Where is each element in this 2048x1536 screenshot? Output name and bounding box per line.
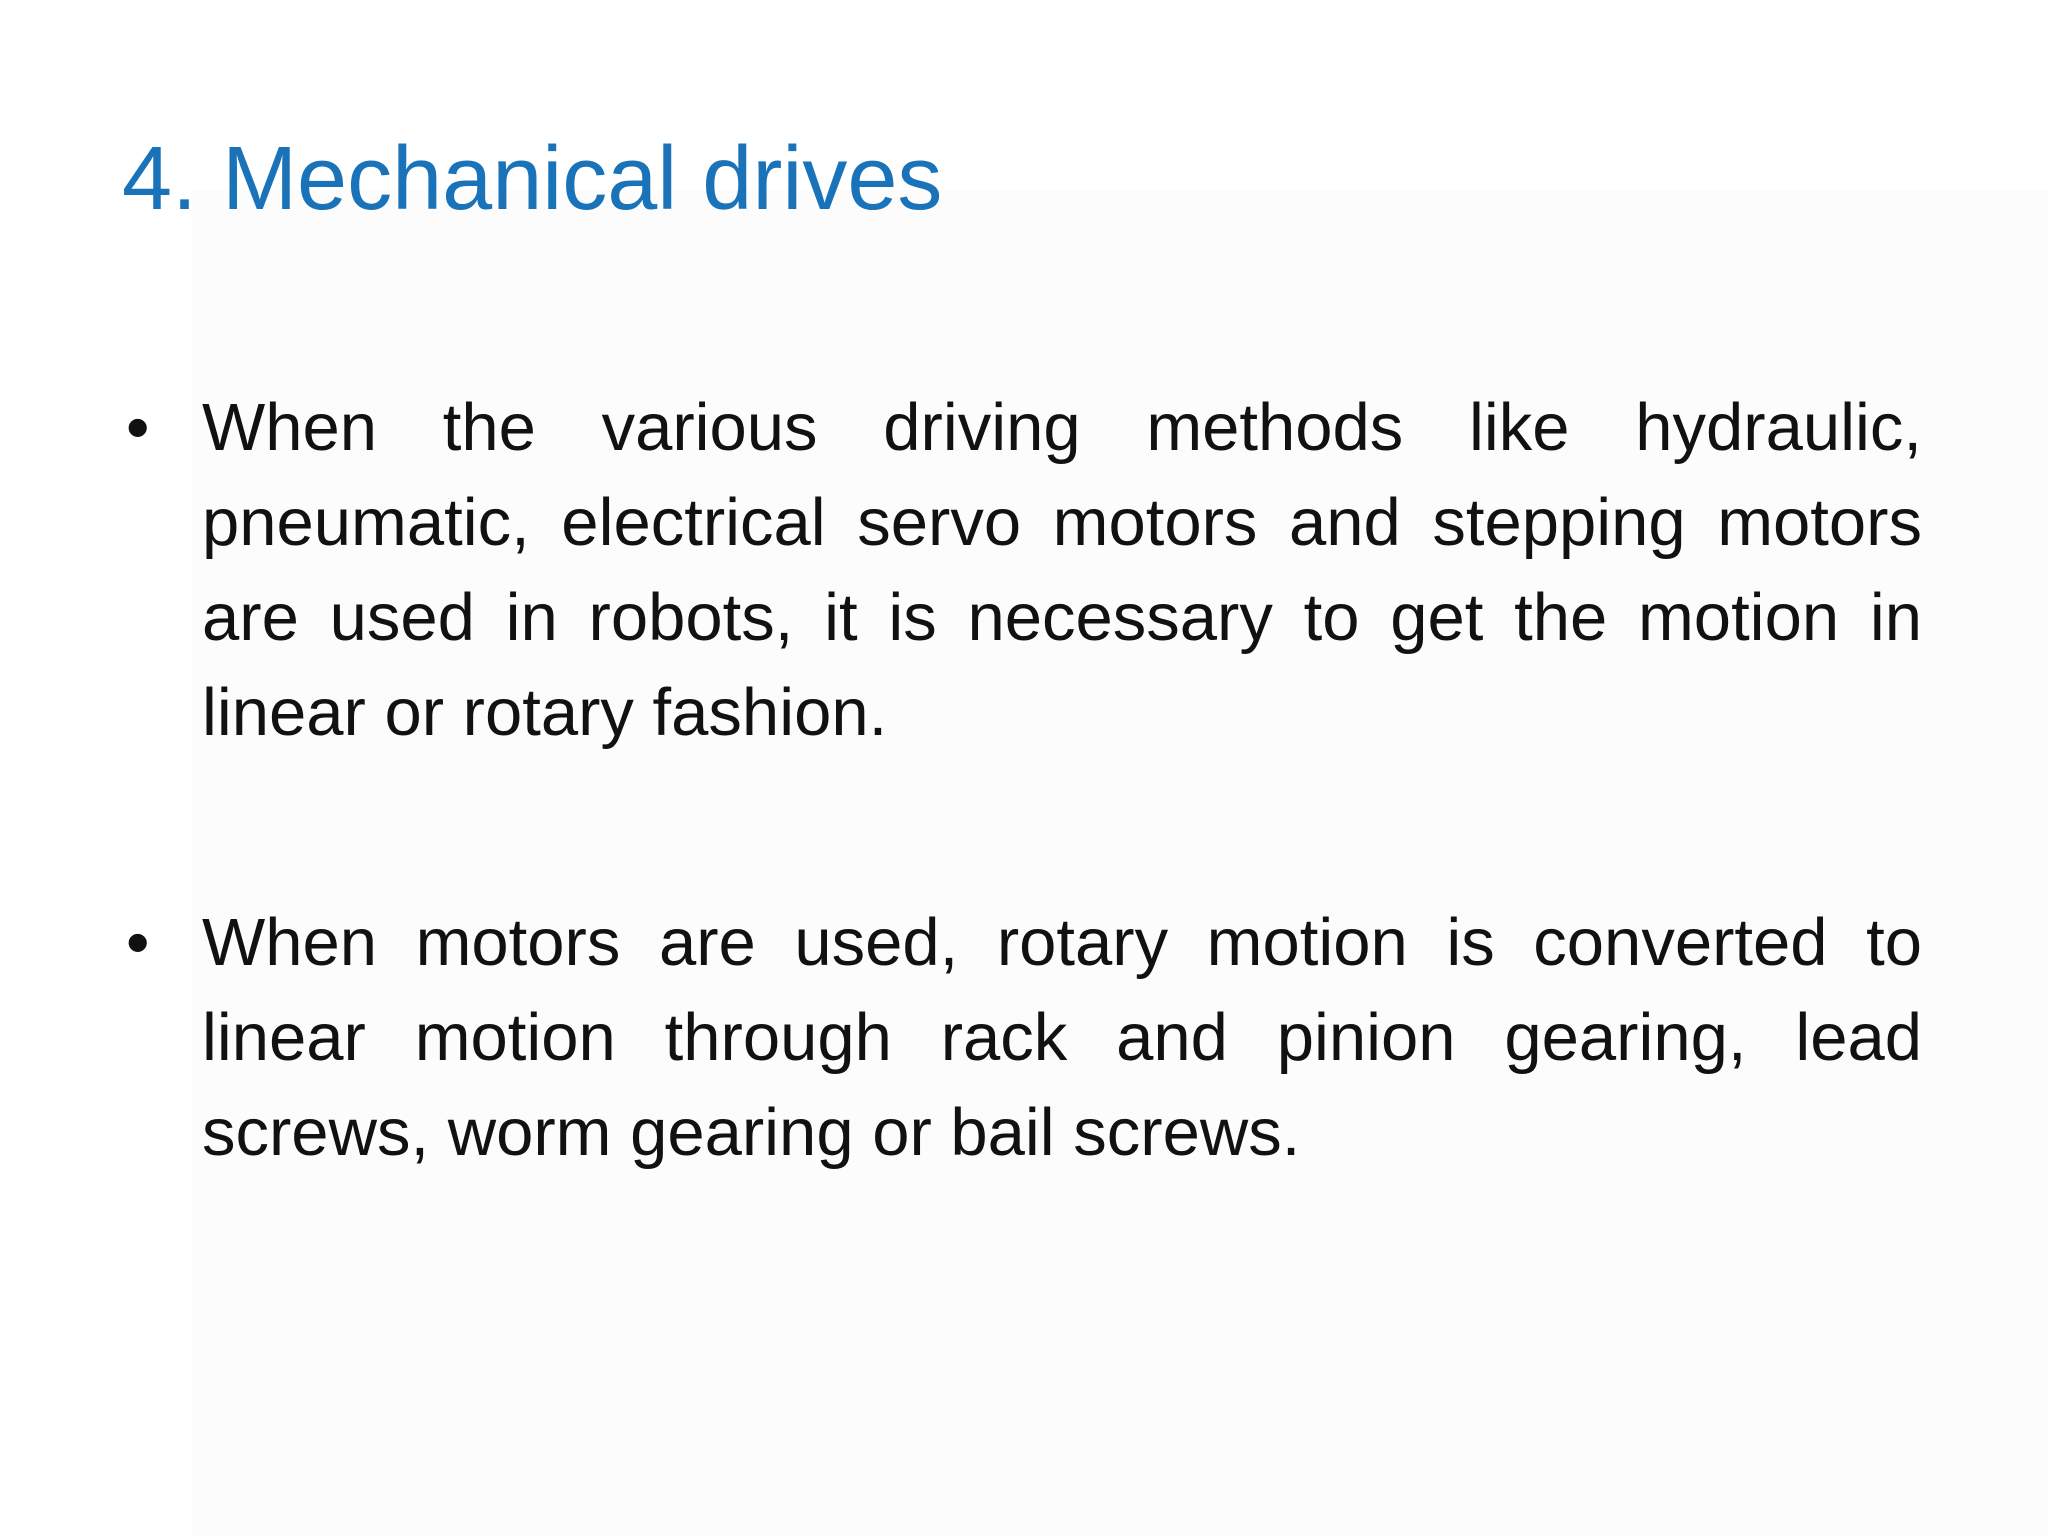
- bullet-item: [122, 895, 1922, 1180]
- bullet-text: When the various driving methods like hydraulic, pneumatic, electrical servo motors and stepping motors are used in robots, it is necessary to get the motion in linear or rotary fashion.: [202, 390, 1922, 750]
- bullet-text: When motors are used, rotary motion is converted to linear motion through rack and pinion gearing, lead screws, worm gearing or bail screws.: [202, 905, 1922, 1170]
- bullet-icon: •: [126, 390, 150, 465]
- slide-title: 4. Mechanical drives: [122, 129, 943, 229]
- bullet-list: [122, 380, 1922, 1180]
- bullet-icon: •: [126, 905, 150, 980]
- bullet-item: [122, 380, 1922, 760]
